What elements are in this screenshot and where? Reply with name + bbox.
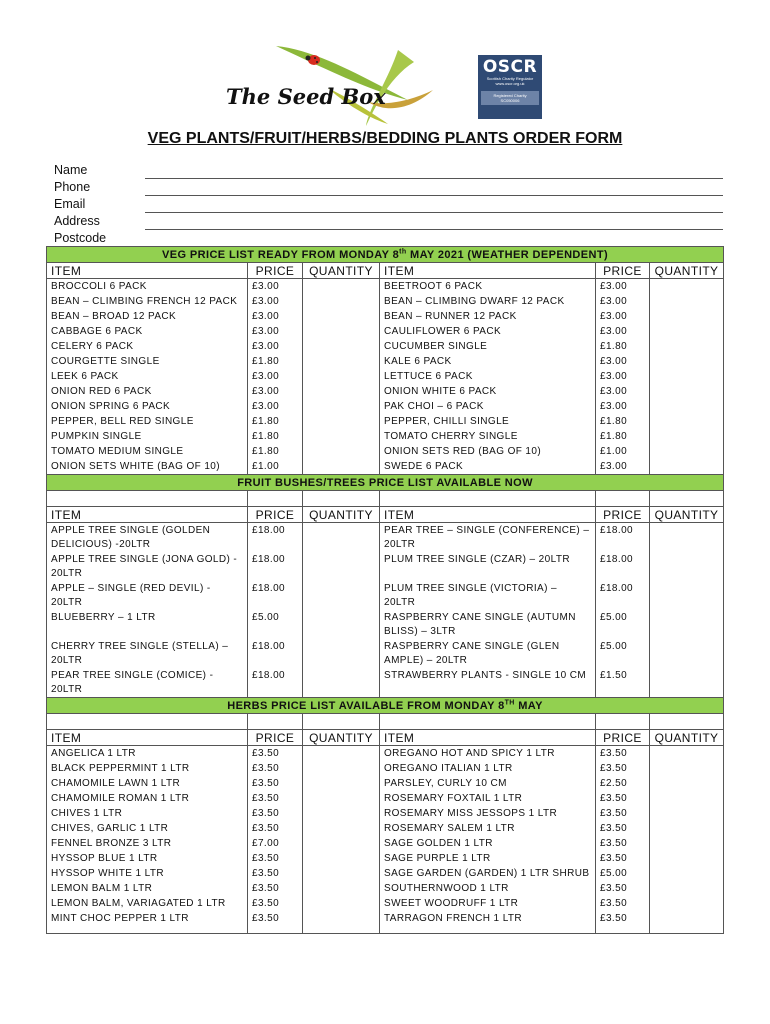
veg-quantity-input[interactable] [303,354,380,369]
fruit-quantity-input[interactable] [303,610,380,639]
item-column-header: ITEM [380,730,596,746]
fruit-item-price: £18.00 [248,552,303,581]
veg-quantity-input[interactable] [303,309,380,324]
veg-item-name: PEPPER, CHILLI SINGLE [380,414,596,429]
veg-item-name: LEEK 6 PACK [47,369,248,384]
fruit-item-name: APPLE TREE SINGLE (GOLDEN DELICIOUS) -20LTR [47,523,248,553]
veg-item-name: BROCCOLI 6 PACK [47,279,248,295]
veg-quantity-input[interactable] [303,444,380,459]
herbs-quantity-input[interactable] [650,791,724,806]
column-header-row [47,263,724,279]
veg-item-price: £3.00 [248,399,303,414]
veg-item-name: BEETROOT 6 PACK [380,279,596,295]
herbs-item-price: £7.00 [248,836,303,851]
herbs-item-name: ROSEMARY FOXTAIL 1 LTR [380,791,596,806]
email-field[interactable] [145,212,723,213]
veg-item-name: CUCUMBER SINGLE [380,339,596,354]
fruit-item-price: £5.00 [596,610,650,639]
herbs-item-price: £3.50 [596,761,650,776]
spacer-row [47,491,724,507]
herbs-quantity-input[interactable] [303,866,380,881]
address-field[interactable] [145,229,723,230]
herbs-item-price: £3.50 [596,836,650,851]
herbs-quantity-input[interactable] [650,776,724,791]
herbs-table-row [47,761,724,776]
fruit-table-row [47,639,724,668]
veg-quantity-input[interactable] [650,384,724,399]
quantity-column-header: QUANTITY [303,730,380,746]
herbs-quantity-input[interactable] [303,746,380,762]
fruit-item-name: CHERRY TREE SINGLE (STELLA) – 20LTR [47,639,248,668]
spacer-cell [596,714,650,730]
column-header-row [47,507,724,523]
spacer-cell [248,714,303,730]
veg-item-price: £1.80 [248,414,303,429]
herbs-quantity-input[interactable] [303,776,380,791]
fruit-item-price: £1.50 [596,668,650,698]
fruit-item-name: PLUM TREE SINGLE (CZAR) – 20LTR [380,552,596,581]
herbs-item-name: CHAMOMILE LAWN 1 LTR [47,776,248,791]
fruit-quantity-input[interactable] [650,523,724,553]
herbs-quantity-input[interactable] [303,911,380,926]
oscr-badge: OSCR Scottish Charity Regulator www.oscr.org.uk Registered Charity SC050006 [478,55,542,119]
fruit-quantity-input[interactable] [650,639,724,668]
veg-item-price: £1.80 [596,339,650,354]
veg-item-price: £3.00 [248,369,303,384]
name-field[interactable] [145,178,723,179]
veg-item-name: ONION WHITE 6 PACK [380,384,596,399]
veg-quantity-input[interactable] [650,369,724,384]
spacer-cell [650,714,724,730]
herbs-item-name: HYSSOP BLUE 1 LTR [47,851,248,866]
herbs-item-price: £3.50 [248,881,303,896]
herbs-item-name: ANGELICA 1 LTR [47,746,248,762]
herbs-section-heading: HERBS PRICE LIST AVAILABLE FROM MONDAY 8TH MAY [47,698,724,714]
blank-cell [248,926,303,934]
spacer-cell [47,491,248,507]
fruit-item-name: APPLE TREE SINGLE (JONA GOLD) - 20LTR [47,552,248,581]
herbs-quantity-input[interactable] [650,926,724,934]
veg-item-name: SWEDE 6 PACK [380,459,596,475]
veg-item-name: TOMATO CHERRY SINGLE [380,429,596,444]
veg-quantity-input[interactable] [303,459,380,475]
herbs-item-price: £3.50 [248,851,303,866]
herbs-item-name: SWEET WOODRUFF 1 LTR [380,896,596,911]
veg-quantity-input[interactable] [650,339,724,354]
herbs-item-price: £3.50 [248,761,303,776]
veg-item-name: ONION SETS WHITE (BAG OF 10) [47,459,248,475]
fruit-quantity-input[interactable] [303,668,380,698]
veg-quantity-input[interactable] [303,324,380,339]
herbs-item-name: MINT CHOC PEPPER 1 LTR [47,911,248,926]
veg-quantity-input[interactable] [303,429,380,444]
herbs-quantity-input[interactable] [650,896,724,911]
veg-item-price: £1.00 [596,444,650,459]
veg-item-name: PUMPKIN SINGLE [47,429,248,444]
fruit-item-price: £18.00 [596,581,650,610]
quantity-column-header: QUANTITY [650,507,724,523]
price-column-header: PRICE [596,263,650,279]
veg-item-price: £3.00 [596,279,650,295]
herbs-item-name: SOUTHERNWOOD 1 LTR [380,881,596,896]
herbs-quantity-input[interactable] [303,791,380,806]
veg-quantity-input[interactable] [650,444,724,459]
herbs-item-price: £5.00 [596,866,650,881]
fruit-item-name: RASPBERRY CANE SINGLE (GLEN AMPLE) – 20LTR [380,639,596,668]
quantity-column-header: QUANTITY [303,507,380,523]
herbs-table-row [47,911,724,926]
herbs-table-row [47,896,724,911]
veg-item-name: CAULIFLOWER 6 PACK [380,324,596,339]
item-column-header: ITEM [47,730,248,746]
fruit-item-price: £5.00 [248,610,303,639]
fruit-section-heading-row [47,475,724,491]
veg-quantity-input[interactable] [303,294,380,309]
fruit-table-row [47,552,724,581]
fruit-item-price: £18.00 [596,552,650,581]
spacer-row [47,714,724,730]
herbs-table-row [47,806,724,821]
herbs-quantity-input[interactable] [650,806,724,821]
herbs-quantity-input[interactable] [303,821,380,836]
veg-item-price: £3.00 [248,384,303,399]
veg-item-price: £3.00 [248,309,303,324]
veg-quantity-input[interactable] [650,459,724,475]
veg-quantity-input[interactable] [650,354,724,369]
fruit-item-name: PEAR TREE – SINGLE (CONFERENCE) – 20LTR [380,523,596,553]
fruit-quantity-input[interactable] [303,523,380,553]
fruit-quantity-input[interactable] [650,552,724,581]
veg-section-heading: VEG PRICE LIST READY FROM MONDAY 8th MAY 2021 (WEATHER DEPENDENT) [47,247,724,263]
phone-label: Phone [54,180,91,194]
herbs-item-price: £3.50 [596,881,650,896]
herbs-item-name: CHIVES, GARLIC 1 LTR [47,821,248,836]
veg-item-name: TOMATO MEDIUM SINGLE [47,444,248,459]
herbs-blank-row [47,926,724,934]
herbs-item-price: £3.50 [596,851,650,866]
page-title: VEG PLANTS/FRUIT/HERBS/BEDDING PLANTS ORDER FORM [147,130,623,147]
fruit-quantity-input[interactable] [650,610,724,639]
veg-item-price: £3.00 [596,309,650,324]
herbs-item-price: £3.50 [248,746,303,762]
veg-item-name: BEAN – CLIMBING DWARF 12 PACK [380,294,596,309]
quantity-column-header: QUANTITY [303,263,380,279]
fruit-item-price: £18.00 [248,639,303,668]
quantity-column-header: QUANTITY [650,263,724,279]
herbs-quantity-input[interactable] [303,836,380,851]
herbs-item-name: LEMON BALM, VARIAGATED 1 LTR [47,896,248,911]
email-label: Email [54,197,86,211]
fruit-table-row [47,610,724,639]
spacer-cell [596,491,650,507]
veg-quantity-input[interactable] [303,414,380,429]
fruit-item-name: PEAR TREE SINGLE (COMICE) - 20LTR [47,668,248,698]
herbs-quantity-input[interactable] [303,926,380,934]
veg-table-row [47,294,724,309]
veg-table-row [47,399,724,414]
fruit-item-name: PLUM TREE SINGLE (VICTORIA) – 20LTR [380,581,596,610]
name-label: Name [54,163,88,177]
veg-quantity-input[interactable] [303,384,380,399]
herbs-item-price: £3.50 [248,806,303,821]
item-column-header: ITEM [380,507,596,523]
herbs-quantity-input[interactable] [303,806,380,821]
order-table [46,246,724,934]
herbs-table-row [47,746,724,762]
veg-item-price: £3.00 [596,399,650,414]
herbs-item-price: £3.50 [248,896,303,911]
veg-table-row [47,324,724,339]
spacer-cell [303,714,380,730]
herbs-table-row [47,776,724,791]
veg-item-price: £3.00 [248,279,303,295]
spacer-cell [303,491,380,507]
logo-text: The Seed Box [226,84,386,109]
herbs-item-price: £3.50 [596,821,650,836]
herbs-item-name: ROSEMARY SALEM 1 LTR [380,821,596,836]
herbs-item-name: SAGE GARDEN (GARDEN) 1 LTR SHRUB [380,866,596,881]
fruit-quantity-input[interactable] [303,639,380,668]
veg-item-name: PEPPER, BELL RED SINGLE [47,414,248,429]
veg-quantity-input[interactable] [303,399,380,414]
veg-item-name: LETTUCE 6 PACK [380,369,596,384]
item-column-header: ITEM [380,263,596,279]
veg-table-row [47,309,724,324]
veg-item-price: £1.80 [248,354,303,369]
veg-item-name: PAK CHOI – 6 PACK [380,399,596,414]
spacer-cell [650,491,724,507]
herbs-item-name: TARRAGON FRENCH 1 LTR [380,911,596,926]
address-label: Address [54,214,100,228]
herbs-item-name: SAGE PURPLE 1 LTR [380,851,596,866]
herbs-item-name: SAGE GOLDEN 1 LTR [380,836,596,851]
herbs-item-price: £3.50 [596,911,650,926]
spacer-cell [380,714,596,730]
herbs-quantity-input[interactable] [303,896,380,911]
veg-quantity-input[interactable] [303,339,380,354]
fruit-item-price: £5.00 [596,639,650,668]
veg-item-name: BEAN – CLIMBING FRENCH 12 PACK [47,294,248,309]
veg-table-row [47,429,724,444]
fruit-table-row [47,668,724,698]
herbs-table-row [47,836,724,851]
herbs-quantity-input[interactable] [650,836,724,851]
spacer-cell [380,491,596,507]
fruit-item-price: £18.00 [248,523,303,553]
veg-item-name: CELERY 6 PACK [47,339,248,354]
herbs-item-price: £3.50 [248,911,303,926]
herbs-item-name: CHIVES 1 LTR [47,806,248,821]
herbs-table-row [47,866,724,881]
fruit-section-heading: FRUIT BUSHES/TREES PRICE LIST AVAILABLE NOW [47,475,724,491]
veg-table-row [47,369,724,384]
price-column-header: PRICE [596,507,650,523]
veg-item-price: £3.00 [596,369,650,384]
veg-section-heading-row [47,247,724,263]
veg-item-name: BEAN – BROAD 12 PACK [47,309,248,324]
veg-table-row [47,339,724,354]
postcode-label: Postcode [54,231,107,245]
herbs-quantity-input[interactable] [650,851,724,866]
veg-item-price: £3.00 [596,384,650,399]
veg-item-price: £1.80 [248,429,303,444]
herbs-item-name: FENNEL BRONZE 3 LTR [47,836,248,851]
herbs-quantity-input[interactable] [303,761,380,776]
veg-quantity-input[interactable] [650,294,724,309]
fruit-item-name: RASPBERRY CANE SINGLE (AUTUMN BLISS) – 3LTR [380,610,596,639]
herbs-item-price: £3.50 [248,791,303,806]
price-column-header: PRICE [248,730,303,746]
veg-table-row [47,414,724,429]
veg-quantity-input[interactable] [650,399,724,414]
herbs-item-name: HYSSOP WHITE 1 LTR [47,866,248,881]
veg-item-price: £3.00 [596,459,650,475]
herbs-quantity-input[interactable] [303,851,380,866]
herbs-item-name: ROSEMARY MISS JESSOPS 1 LTR [380,806,596,821]
herbs-table-row [47,881,724,896]
blank-cell [380,926,596,934]
herbs-quantity-input[interactable] [650,821,724,836]
veg-item-price: £3.00 [596,324,650,339]
veg-item-price: £3.00 [248,324,303,339]
veg-item-name: ONION RED 6 PACK [47,384,248,399]
herbs-item-name: LEMON BALM 1 LTR [47,881,248,896]
veg-item-price: £3.00 [248,339,303,354]
veg-item-name: CABBAGE 6 PACK [47,324,248,339]
herbs-table-row [47,851,724,866]
herbs-item-price: £3.50 [596,746,650,762]
spacer-cell [248,491,303,507]
fruit-item-name: STRAWBERRY PLANTS - SINGLE 10 CM [380,668,596,698]
blank-cell [596,926,650,934]
herbs-item-price: £3.50 [596,791,650,806]
herbs-item-price: £3.50 [248,866,303,881]
blank-cell [47,926,248,934]
herbs-item-name: OREGANO ITALIAN 1 LTR [380,761,596,776]
herbs-item-price: £3.50 [596,896,650,911]
herbs-item-name: BLACK PEPPERMINT 1 LTR [47,761,248,776]
veg-item-price: £3.00 [596,294,650,309]
veg-quantity-input[interactable] [650,429,724,444]
herbs-item-price: £2.50 [596,776,650,791]
herbs-item-price: £3.50 [248,821,303,836]
veg-quantity-input[interactable] [650,279,724,295]
veg-quantity-input[interactable] [650,324,724,339]
veg-item-name: BEAN – RUNNER 12 PACK [380,309,596,324]
veg-table-row [47,384,724,399]
phone-field[interactable] [145,195,723,196]
herbs-quantity-input[interactable] [650,746,724,762]
item-column-header: ITEM [47,263,248,279]
price-column-header: PRICE [248,263,303,279]
veg-item-price: £1.80 [596,414,650,429]
quantity-column-header: QUANTITY [650,730,724,746]
veg-quantity-input[interactable] [650,309,724,324]
veg-item-name: ONION SETS RED (BAG OF 10) [380,444,596,459]
herbs-item-name: CHAMOMILE ROMAN 1 LTR [47,791,248,806]
veg-table-row [47,444,724,459]
veg-item-name: ONION SPRING 6 PACK [47,399,248,414]
veg-item-price: £1.00 [248,459,303,475]
veg-table-row [47,459,724,475]
herbs-item-name: OREGANO HOT AND SPICY 1 LTR [380,746,596,762]
fruit-quantity-input[interactable] [650,668,724,698]
price-column-header: PRICE [248,507,303,523]
herbs-table-row [47,821,724,836]
fruit-item-name: APPLE – SINGLE (RED DEVIL) - 20LTR [47,581,248,610]
herbs-quantity-input[interactable] [650,911,724,926]
fruit-item-name: BLUEBERRY – 1 LTR [47,610,248,639]
ladybird-icon [306,55,321,65]
column-header-row [47,730,724,746]
fruit-quantity-input[interactable] [650,581,724,610]
fruit-quantity-input[interactable] [303,552,380,581]
fruit-item-price: £18.00 [596,523,650,553]
veg-item-price: £3.00 [248,294,303,309]
herbs-quantity-input[interactable] [650,866,724,881]
herbs-section-heading-row [47,698,724,714]
veg-item-price: £1.80 [248,444,303,459]
veg-quantity-input[interactable] [303,369,380,384]
herbs-item-name: PARSLEY, CURLY 10 CM [380,776,596,791]
herbs-item-price: £3.50 [596,806,650,821]
veg-item-name: COURGETTE SINGLE [47,354,248,369]
veg-item-price: £1.80 [596,429,650,444]
fruit-table-row [47,523,724,553]
veg-quantity-input[interactable] [650,414,724,429]
price-column-header: PRICE [596,730,650,746]
herbs-quantity-input[interactable] [650,761,724,776]
veg-item-name: KALE 6 PACK [380,354,596,369]
veg-table-row [47,354,724,369]
fruit-quantity-input[interactable] [303,581,380,610]
herbs-quantity-input[interactable] [303,881,380,896]
item-column-header: ITEM [47,507,248,523]
spacer-cell [47,714,248,730]
herbs-table-row [47,791,724,806]
fruit-item-price: £18.00 [248,668,303,698]
veg-table-row [47,279,724,295]
veg-item-price: £3.00 [596,354,650,369]
fruit-table-row [47,581,724,610]
herbs-item-price: £3.50 [248,776,303,791]
fruit-item-price: £18.00 [248,581,303,610]
veg-quantity-input[interactable] [303,279,380,295]
herbs-quantity-input[interactable] [650,881,724,896]
